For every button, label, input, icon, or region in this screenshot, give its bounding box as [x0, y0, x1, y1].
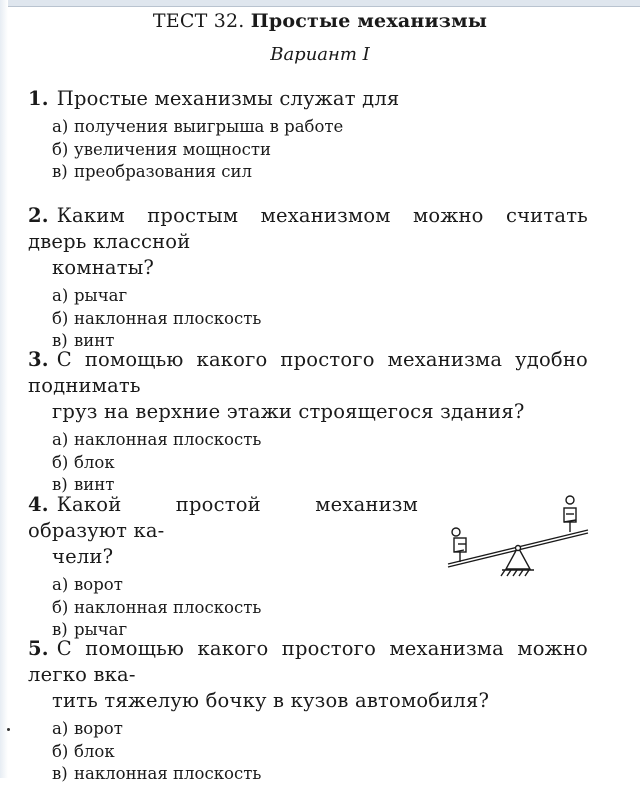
question-line-2: чели?	[52, 545, 114, 568]
option-letter: б)	[52, 452, 69, 472]
question-text	[28, 347, 588, 425]
option-letter: в)	[52, 331, 68, 350]
option-text: ворот	[74, 719, 123, 738]
answer-option[interactable]	[52, 597, 418, 620]
question-text	[28, 492, 418, 570]
option-letter: в)	[52, 162, 68, 181]
answer-option[interactable]	[52, 452, 588, 475]
option-letter: б)	[52, 139, 69, 159]
question-text	[28, 203, 588, 281]
seesaw-icon	[440, 492, 590, 582]
question-4	[28, 492, 418, 642]
option-text: блок	[74, 452, 115, 472]
option-text: преобразования сил	[74, 162, 253, 181]
question-line-2: груз на верхние этажи строящегося здания?	[52, 400, 525, 423]
question-line-1: Каким простым механизмом можно считать дверь классной	[28, 204, 588, 253]
option-letter: а)	[52, 719, 69, 738]
option-letter: а)	[52, 286, 69, 305]
answer-option[interactable]	[52, 161, 588, 184]
fulcrum-pivot	[516, 546, 521, 551]
option-text: винт	[74, 331, 115, 350]
option-text: наклонная плоскость	[74, 308, 262, 328]
answer-options	[28, 116, 588, 184]
question-text	[28, 86, 588, 112]
left-child-figure	[452, 528, 466, 562]
question-line-2: тить тяжелую бочку в кузов автомобиля?	[52, 689, 490, 712]
question-line-1: С помощью какого простого механизма удобно поднимать	[28, 348, 588, 397]
option-letter: а)	[52, 117, 69, 136]
option-letter: б)	[52, 741, 69, 761]
answer-option[interactable]	[52, 718, 588, 741]
option-letter: в)	[52, 620, 68, 639]
option-text: рычаг	[74, 620, 128, 639]
question-text	[28, 636, 588, 714]
top-border	[0, 0, 640, 7]
answer-option[interactable]	[52, 139, 588, 162]
option-letter: а)	[52, 430, 69, 449]
question-5	[28, 636, 588, 786]
question-line-1: Какой простой механизм образуют ка-	[28, 493, 418, 542]
question-line-1: Простые механизмы служат для	[56, 87, 400, 110]
answer-option[interactable]	[52, 763, 588, 786]
answer-options	[28, 429, 588, 497]
question-line-2: комнаты?	[52, 256, 155, 279]
right-child-figure	[564, 496, 576, 532]
title-topic: Простые механизмы	[250, 10, 488, 32]
option-text: блок	[74, 741, 115, 761]
answer-options	[28, 718, 588, 786]
option-text: наклонная плоскость	[74, 764, 262, 783]
option-letter: а)	[52, 575, 69, 594]
page-title	[0, 10, 640, 32]
option-text: увеличения мощности	[74, 139, 271, 159]
answer-options	[28, 574, 418, 642]
answer-options	[28, 285, 588, 353]
option-text: наклонная плоскость	[74, 597, 262, 617]
option-letter: б)	[52, 308, 69, 328]
left-page-edge	[0, 0, 8, 778]
title-prefix: ТЕСТ 32.	[152, 10, 245, 32]
question-number: 5.	[28, 637, 49, 660]
option-text: рычаг	[74, 286, 128, 305]
option-letter: в)	[52, 475, 68, 494]
answer-option[interactable]	[52, 308, 588, 331]
question-number: 1.	[28, 87, 49, 110]
question-number: 4.	[28, 493, 49, 516]
answer-option[interactable]	[52, 429, 588, 452]
option-text: наклонная плоскость	[74, 430, 262, 449]
option-text: получения выигрыша в работе	[74, 117, 344, 136]
option-letter: в)	[52, 764, 68, 783]
option-letter: б)	[52, 597, 69, 617]
answer-option[interactable]	[52, 285, 588, 308]
question-2	[28, 203, 588, 353]
question-1	[28, 86, 588, 184]
answer-option[interactable]	[52, 741, 588, 764]
margin-dot	[7, 728, 10, 731]
question-3	[28, 347, 588, 497]
answer-option[interactable]	[52, 574, 418, 597]
option-text: ворот	[74, 575, 123, 594]
option-text: винт	[74, 475, 115, 494]
question-number: 2.	[28, 204, 49, 227]
variant-label: Вариант I	[270, 44, 370, 65]
answer-option[interactable]	[52, 116, 588, 139]
question-line-1: С помощью какого простого механизма можно легко вка-	[28, 637, 588, 686]
question-number: 3.	[28, 348, 49, 371]
